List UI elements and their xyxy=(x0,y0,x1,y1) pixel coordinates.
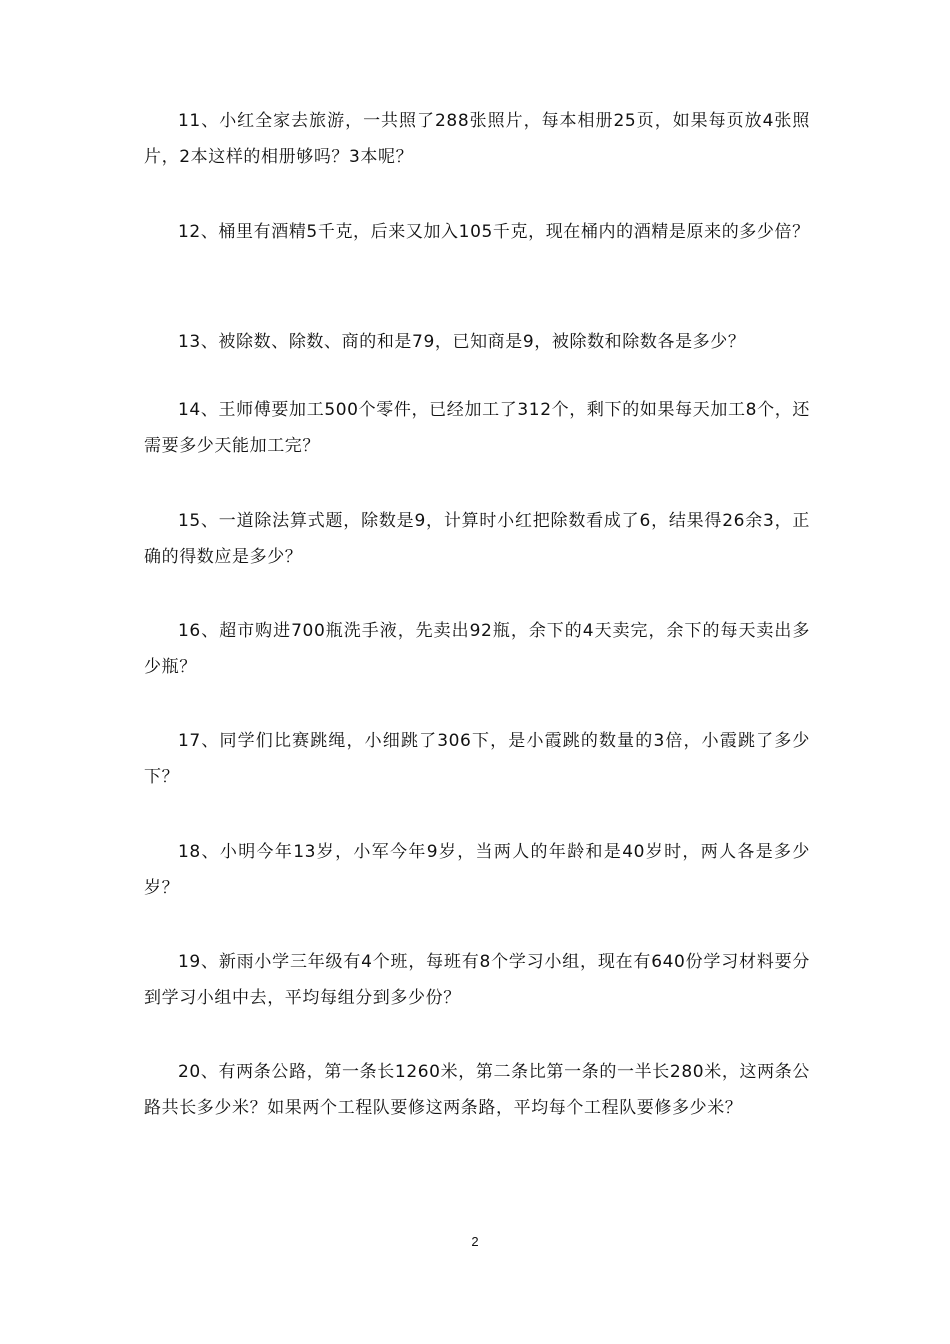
question-18: 18、小明今年13岁，小军今年9岁，当两人的年龄和是40岁时，两人各是多少岁？ xyxy=(144,842,810,898)
question-12: 12、桶里有酒精5千克，后来又加入105千克，现在桶内的酒精是原来的多少倍？ xyxy=(178,222,810,242)
question-14: 14、王师傅要加工500个零件，已经加工了312个，剩下的如果每天加工8个，还需要多少天能加工完？ xyxy=(144,400,810,456)
question-11: 11、小红全家去旅游，一共照了288张照片，每本相册25页，如果每页放4张照片，2本这样的相册够吗？3本呢？ xyxy=(144,111,810,167)
question-17: 17、同学们比赛跳绳，小细跳了306下，是小霞跳的数量的3倍，小霞跳了多少下？ xyxy=(144,731,810,787)
page-number: 2 xyxy=(471,1234,479,1249)
question-20: 20、有两条公路，第一条长1260米，第二条比第一条的一半长280米，这两条公路共长多少米？如果两个工程队要修这两条路，平均每个工程队要修多少米？ xyxy=(144,1062,810,1118)
question-19: 19、新雨小学三年级有4个班，每班有8个学习小组，现在有640份学习材料要分到学习小组中去，平均每组分到多少份？ xyxy=(144,952,810,1008)
question-16: 16、超市购进700瓶洗手液，先卖出92瓶，余下的4天卖完，余下的每天卖出多少瓶？ xyxy=(144,621,810,677)
question-15: 15、一道除法算式题，除数是9，计算时小红把除数看成了6，结果得26余3，正确的得数应是多少？ xyxy=(144,511,810,567)
question-13: 13、被除数、除数、商的和是79，已知商是9，被除数和除数各是多少？ xyxy=(178,332,746,352)
